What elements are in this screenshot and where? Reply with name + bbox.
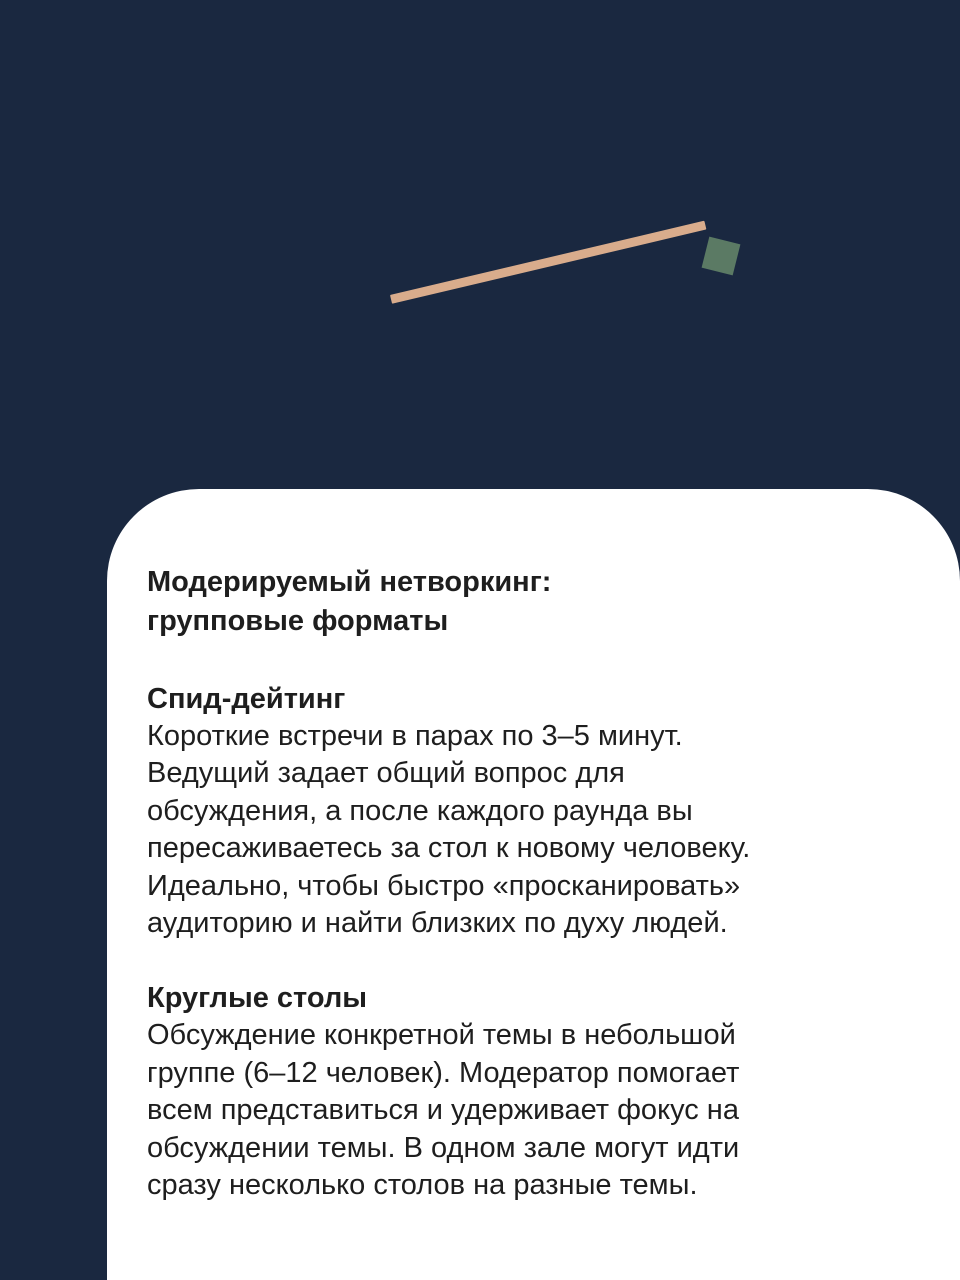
text-line: пересаживаетесь за стол к новому человеку.	[147, 832, 751, 865]
section-heading: Круглые столы	[147, 982, 368, 1015]
card-title	[147, 563, 907, 641]
text-line: обсуждения, а после каждого раунда вы	[147, 794, 693, 827]
section-text	[147, 1017, 907, 1204]
section-text	[147, 718, 907, 942]
text-line: Короткие встречи в парах по 3–5 минут.	[147, 720, 683, 752]
card-title-line: групповые форматы	[147, 605, 449, 637]
text-line: Ведущий задает общий вопрос для	[147, 757, 625, 790]
card-content	[147, 563, 907, 1204]
text-line: Обсуждение конкретной темы в небольшой	[147, 1019, 736, 1052]
text-line: аудиторию и найти близких по духу людей.	[147, 907, 728, 940]
text-line: обсуждении темы. В одном зале могут идти	[147, 1131, 740, 1164]
decorative-square	[702, 237, 741, 276]
section-heading: Спид-дейтинг	[147, 683, 346, 715]
text-line: всем представиться и удерживает фокус на	[147, 1094, 739, 1127]
text-line: сразу несколько столов на разные темы.	[147, 1169, 698, 1202]
text-line: группе (6–12 человек). Модератор помогает	[147, 1056, 740, 1089]
section-speed-dating	[147, 680, 907, 942]
decorative-stick	[390, 221, 706, 304]
text-line: Идеально, чтобы быстро «просканировать»	[147, 869, 741, 902]
section-round-tables	[147, 979, 907, 1204]
card-title-line: Модерируемый нетворкинг:	[147, 566, 552, 598]
